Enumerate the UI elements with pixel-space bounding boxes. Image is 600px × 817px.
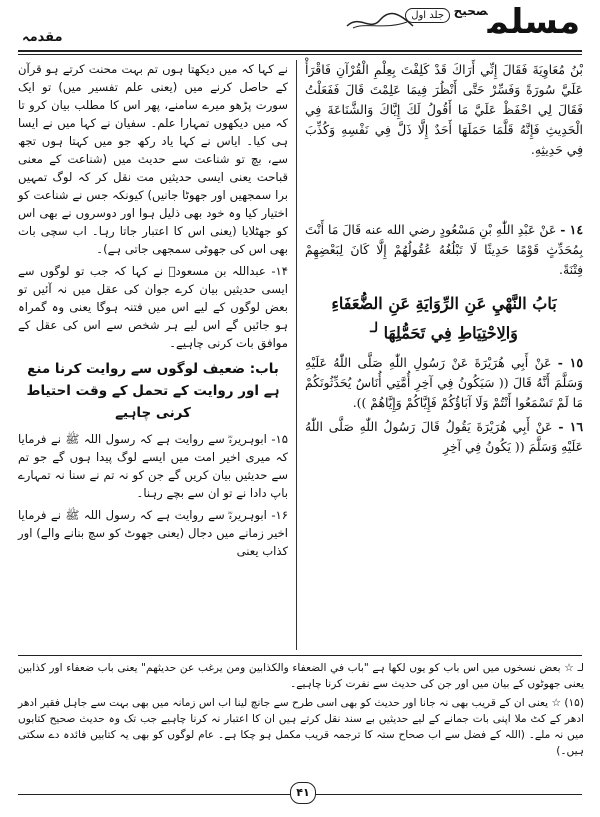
- urdu-hadith-15: ۱۵- ابوہریرہؓ سے روایت ہے کہ رسول اللہ ﷺ نے فرمایا کہ میری اخیر امت میں ایسے لوگ پیدا ہوں گے جو تم سے حدیثیں بیان کریں گے جن کو نہ تم نے سنا نہ تمہارے باپ دادا نے تو ان سے بچے رہنا۔: [18, 432, 288, 500]
- arabic-hadith-14: [305, 220, 583, 280]
- running-title: مقدمہ: [22, 30, 63, 45]
- calligraphy-ornament: [345, 12, 415, 32]
- arabic-paragraph: بْنُ مُعَاوِيَةَ فَقَالَ إِنِّي أَرَاكَ قَدْ كَلِفْتَ بِعِلْمِ الْقُرْآنِ فَاقْرَأْ عَلَيَّ سُورَةً وَفَسِّرْ حَتَّى أَنْظُرَ فِيمَا عَلِمْتَ قَالَ فَفَعَلْتُ فَقَالَ لِي احْفَظْ عَلَيَّ مَا أَقُولُ لَكَ إِيَّاكَ وَالشَّنَاعَةَ فِي الْحَدِيثِ فَإِنَّهُ قَلَّمَا حَمَلَهَا أَحَدٌ إِلَّا ذَلَّ فِي نَفْسِهِ وَكُذِّبَ فِي حَدِيثِهِ.: [305, 62, 583, 157]
- arabic-column: [305, 60, 583, 461]
- urdu-column: [18, 60, 288, 564]
- header-rule-thin: [18, 54, 582, 55]
- column-divider: [296, 60, 297, 650]
- footnotes: [18, 660, 584, 762]
- arabic-hadith-15: [305, 353, 583, 413]
- urdu-hadith-16: ۱۶- ابوہریرہؓ سے روایت ہے کہ رسول اللہ ﷺ نے فرمایا اخیر زمانے میں دجال (یعنی جھوٹ کو سچ بنانے والے) اور کذاب یعنی: [18, 508, 288, 558]
- footnote-2: (۱۵) ☆ یعنی ان کے قریب بھی نہ جانا اور حدیث کو بھی اسی طرح سے جانچ لینا اب اس زمانہ میں بھی بہت سے جاہل فقیر ادھر ادھر کے کٹ ملا اپنی بات جمانے کے لیے حدیثیں بے سند نقل کرتے ہیں ان کا اعتبار نہ کرنا چاہیے جب تک وہ حدیث صحیح کتابوں میں نہ ملے۔ (اللہ کے فضل سے اب صحاح ستہ کا ترجمہ قریب مکمل ہو چکا ہے۔ عام لوگوں کو بھی یہ کتابیں فائدہ دے سکتی ہیں۔): [17, 697, 584, 757]
- urdu-hadith-14: ۱۴- عبداللہ بن مسعودؓ نے کہا کہ جب تو لوگوں سے ایسی حدیثیں بیان کرے جوان کی عقل میں نہ آئیں تو بعض لوگوں کے لیے اس میں فتنہ ہوگا یعنی وہ گمراہ ہو جائیں گے اس لیے ہر شخص سے اس کی عقل کے موافق بات کرنی چاہیے۔: [18, 264, 288, 350]
- footnote-1: لـ ☆ بعض نسخوں میں اس باب کو یوں لکھا ہے "باب في الضعفاء والكذابين ومن يرغب عن حديثهم" یعنی باب ضعفاء اور کذابین یعنی جھوٹوں کے بیان میں اور جن کی حدیث سے نفرت کرنا چاہیے۔: [18, 662, 584, 690]
- hadith-text: عَنْ أَبِي هُرَيْرَةَ عَنْ رَسُولِ اللّٰهِ صَلَّى اللّٰهُ عَلَيْهِ وَسَلَّمَ أَنَّهُ قَالَ (( سَيَكُونُ فِي آخِرِ أُمَّتِي أُنَاسٌ يُحَدِّثُونَكُمْ مَا لَمْ تَسْمَعُوا أَنْتُمْ وَلَا آبَاؤُكُمْ فَإِيَّاكُمْ وَإِيَّاهُمْ )).: [305, 355, 583, 411]
- hadith-number: ١٥ -: [557, 355, 583, 371]
- header-rule: [18, 50, 582, 52]
- hadith-text: عَنْ أَبِي هُرَيْرَةَ يَقُولُ قَالَ رَسُولُ اللّٰهِ صَلَّى اللّٰهُ عَلَيْهِ وَسَلَّمَ (( يَكُونُ فِي آخِرِ: [305, 419, 583, 455]
- arabic-chapter-heading: [305, 292, 583, 345]
- hadith-number: ١٦ -: [558, 419, 583, 435]
- urdu-paragraph: نے کہا کہ میں دیکھتا ہوں تم بہت محنت کرتے ہو قرآن کے حاصل کرنے میں (یعنی علم تفسیر میں) تو ایک سورت پڑھو میرے سامنے، پھر اس کا مطلب بیان کرو تا کہ میں دیکھوں تمہارا علم۔ سفیان نے کہا میں نے ایسا ہی کیا۔ ایاس نے کہا یاد رکھ جو میں کہتا ہوں تجھ سے، بچ تو شناعت سے حدیث میں (شناعت کے معنی قباحت یعنی ایسی حدیثیں مت نقل کر کہ لوگ تمہیں برا سمجھیں اور جھوٹا جانیں) کیونکہ جس نے شناعت کو اختیار کیا وہ خود بھی ذلیل ہوا اور دوسروں نے بھی اس کو جھٹلایا (یعنی اس کا اعتبار جاتا رہا۔ اب سچی بات بھی اس کی جھوٹی سمجھی جاتی ہے)۔: [18, 62, 288, 256]
- book-title-text: مسلم: [487, 2, 580, 42]
- volume-badge: جلد اول: [405, 8, 450, 23]
- book-title-prefix: صحیح: [453, 4, 488, 18]
- hadith-text: عَنْ عَبْدِ اللّٰهِ بْنِ مَسْعُودٍ رضي الله عنه قَالَ مَا أَنْتَ بِمُحَدِّثٍ قَوْمًا حَدِيثًا لَا تَبْلُغُهُ عُقُولُهُمْ إِلَّا كَانَ لِبَعْضِهِمْ فِتْنَةً.: [305, 222, 583, 277]
- page-number: ۴۱: [290, 782, 316, 804]
- arabic-hadith-16: [305, 417, 583, 457]
- chapter-footnote-mark: لـ: [370, 320, 379, 336]
- book-title: [454, 2, 580, 42]
- chapter-text: بَابُ النَّهْيِ عَنِ الرِّوَايَةِ عَنِ الضُّعَفَاءِ وَالِاحْتِيَاطِ فِي تَحَمُّلِهَا: [331, 294, 557, 343]
- urdu-chapter-heading: باب: ضعیف لوگوں سے روایت کرنا منع ہے اور روایت کے تحمل کے وقت احتیاط کرنی چاہیے: [26, 361, 280, 421]
- footnote-rule: [18, 655, 582, 656]
- hadith-number: ١٤ -: [560, 222, 583, 237]
